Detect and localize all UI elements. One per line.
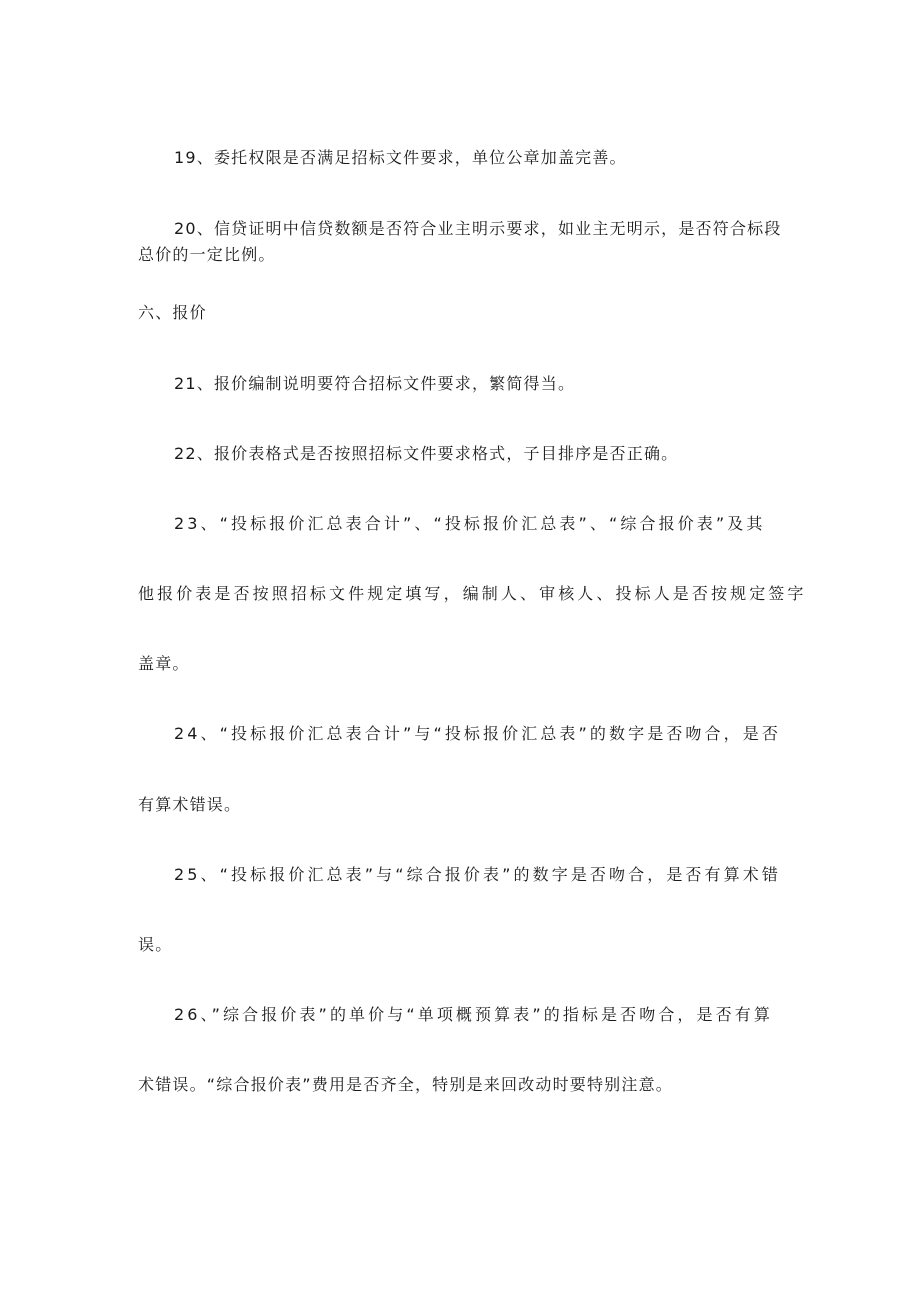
paragraph-item-25-line-2: 误。 [138,935,173,954]
paragraph-item-26-line-1: 26、”综合报价表”的单价与“单项概预算表”的指标是否吻合，是否有算 [174,1005,773,1024]
paragraph-item-24-line-2: 有算术错误。 [138,795,242,814]
paragraph-item-22: 22、报价表格式是否按照招标文件要求格式，子目排序是否正确。 [174,444,679,463]
paragraph-item-19: 19、委托权限是否满足招标文件要求，单位公章加盖完善。 [174,148,627,167]
section-heading-pricing: 六、报价 [138,303,207,322]
paragraph-item-23-line-1: 23、“投标报价汇总表合计”、“投标报价汇总表”、“综合报价表”及其 [174,514,766,533]
paragraph-item-23-line-3: 盖章。 [138,654,190,673]
paragraph-item-26-line-2: 术错误。“综合报价表”费用是否齐全，特别是来回改动时要特别注意。 [138,1075,673,1094]
paragraph-item-20: 20、信贷证明中信贷数额是否符合业主明示要求，如业主无明示，是否符合标段总价的一定比例。 [138,219,782,264]
paragraph-item-25-line-1: 25、“投标报价汇总表”与“综合报价表”的数字是否吻合，是否有算术错 [174,865,781,884]
paragraph-item-24-line-1: 24、“投标报价汇总表合计”与“投标报价汇总表”的数字是否吻合，是否 [174,724,781,743]
paragraph-item-21: 21、报价编制说明要符合招标文件要求，繁简得当。 [174,374,576,393]
paragraph-item-23-line-2: 他报价表是否按照招标文件规定填写，编制人、审核人、投标人是否按规定签字 [138,584,807,603]
